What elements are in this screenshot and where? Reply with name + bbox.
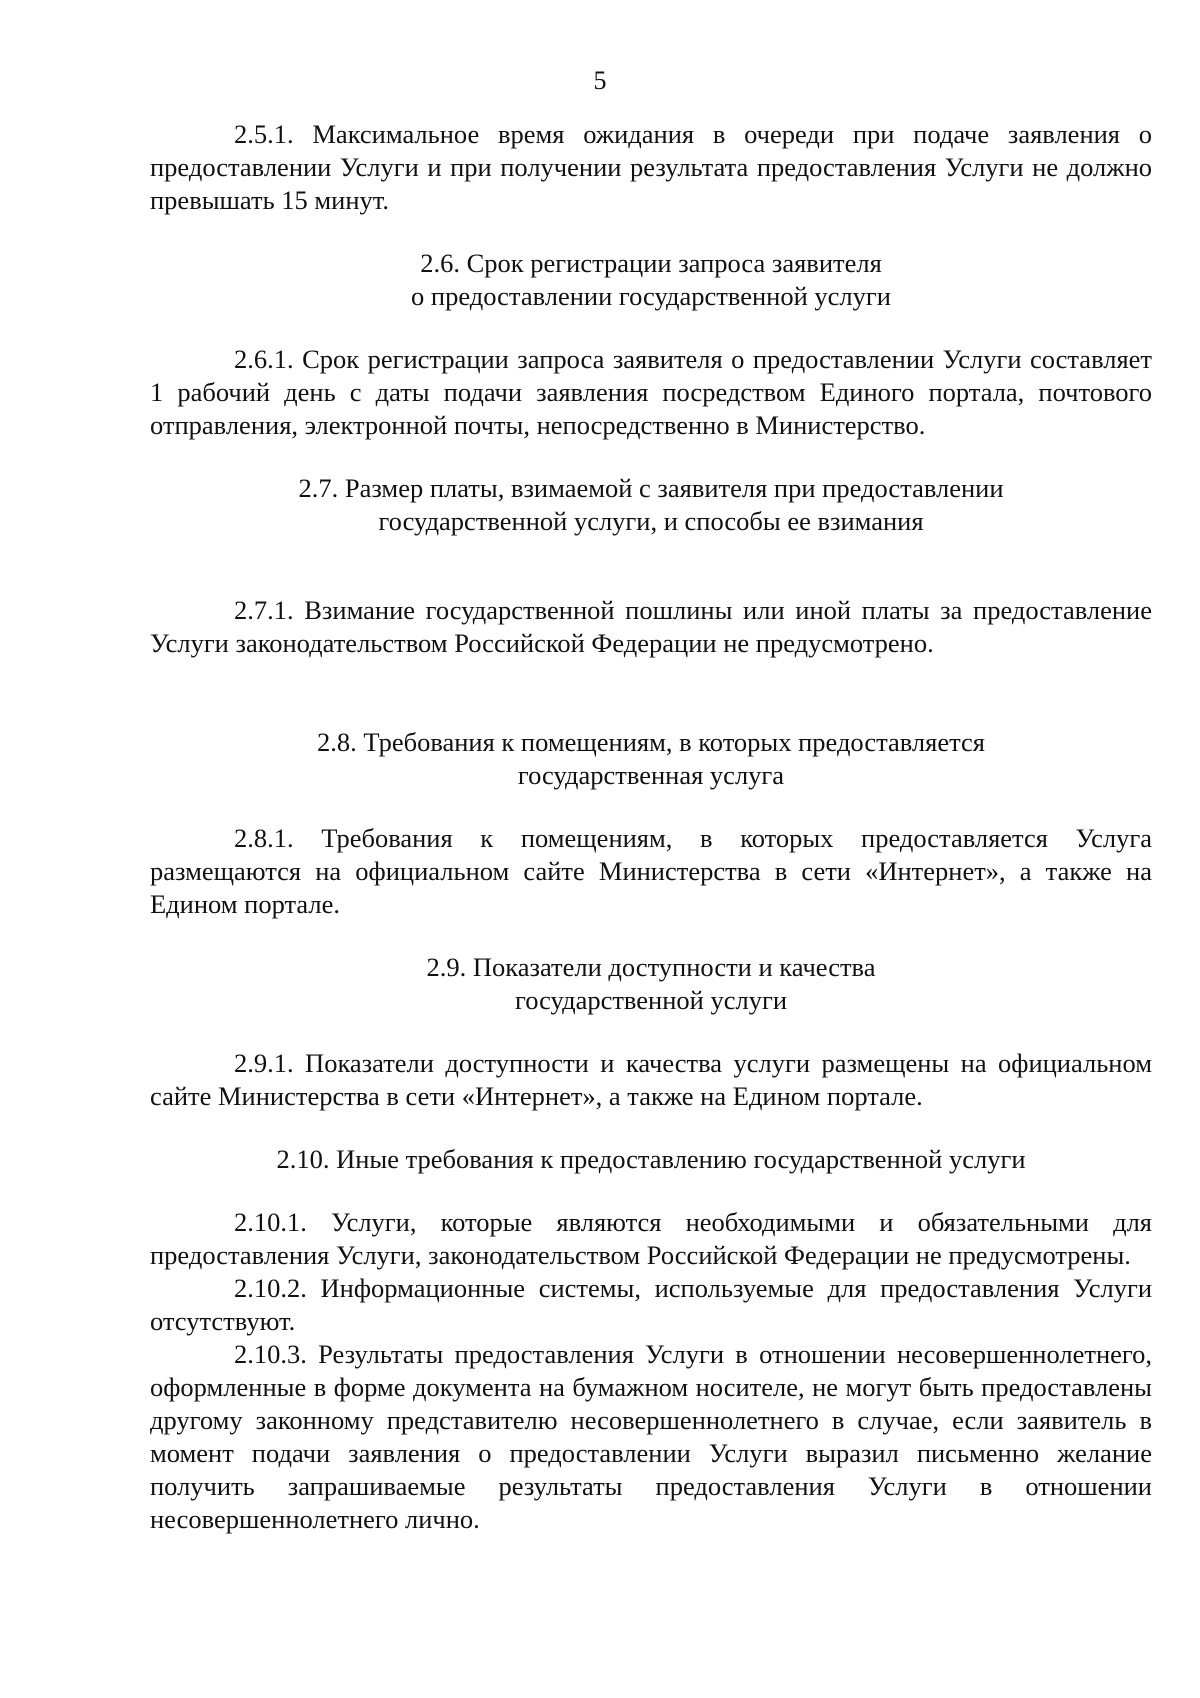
heading-line: государственной услуги <box>514 985 788 1015</box>
paragraph-2-10-1: 2.10.1. Услуги, которые являются необходимыми и обязательными для предоставления Услуги, законодательством Российской Федерации не предусмотрены. <box>150 1207 1152 1270</box>
paragraph-2-10-2: 2.10.2. Информационные системы, используемые для предоставления Услуги отсутствуют. <box>150 1273 1152 1336</box>
heading-line: государственной услуги, и способы ее взимания <box>378 506 924 536</box>
heading-line: государственная услуга <box>517 760 785 790</box>
document-body <box>150 118 1152 1536</box>
paragraph-2-6-1: 2.6.1. Срок регистрации запроса заявителя о предоставлении Услуги составляет 1 рабочий день с даты подачи заявления посредством Единого портала, почтового отправления, электронной почты, непосредственно в Министерство. <box>150 344 1152 440</box>
heading-line: о предоставлении государственной услуги <box>411 281 891 311</box>
heading-line: 2.6. Срок регистрации запроса заявителя <box>420 248 882 278</box>
heading-line: 2.7. Размер платы, взимаемой с заявителя при предоставлении <box>298 473 1004 503</box>
page-number: 5 <box>593 66 607 95</box>
paragraph-2-8-1: 2.8.1. Требования к помещениям, в которых предоставляется Услуга размещаются на официальном сайте Министерства в сети «Интернет», а также на Едином портале. <box>150 823 1152 919</box>
heading-line: 2.9. Показатели доступности и качества <box>426 952 876 982</box>
section-heading-2-10: 2.10. Иные требования к предоставлению государственной услуги <box>276 1144 1026 1174</box>
paragraph-2-7-1: 2.7.1. Взимание государственной пошлины или иной платы за предоставление Услуги законодательством Российской Федерации не предусмотрено. <box>150 595 1152 658</box>
paragraph-2-5-1: 2.5.1. Максимальное время ожидания в очереди при подаче заявления о предоставлении Услуги и при получении результата предоставления Услуги не должно превышать 15 минут. <box>150 119 1152 215</box>
section-heading-2-8 <box>150 726 1152 792</box>
section-heading-2-6 <box>150 247 1152 313</box>
section-heading-2-7 <box>150 472 1152 538</box>
heading-line: 2.8. Требования к помещениям, в которых предоставляется <box>317 727 985 757</box>
section-heading-2-9 <box>150 951 1152 1017</box>
paragraph-2-10-3: 2.10.3. Результаты предоставления Услуги в отношении несовершеннолетнего, оформленные в форме документа на бумажном носителе, не могут быть предоставлены другому законному представителю несовершеннолетнего в случае, если заявитель в момент подачи заявления о предоставлении Услуги выразил письменно желание получить запрашиваемые результаты предоставления Услуги в отношении несовершеннолетнего лично. <box>150 1339 1152 1534</box>
paragraph-2-9-1: 2.9.1. Показатели доступности и качества услуги размещены на официальном сайте Министерства в сети «Интернет», а также на Едином портале. <box>150 1048 1152 1111</box>
